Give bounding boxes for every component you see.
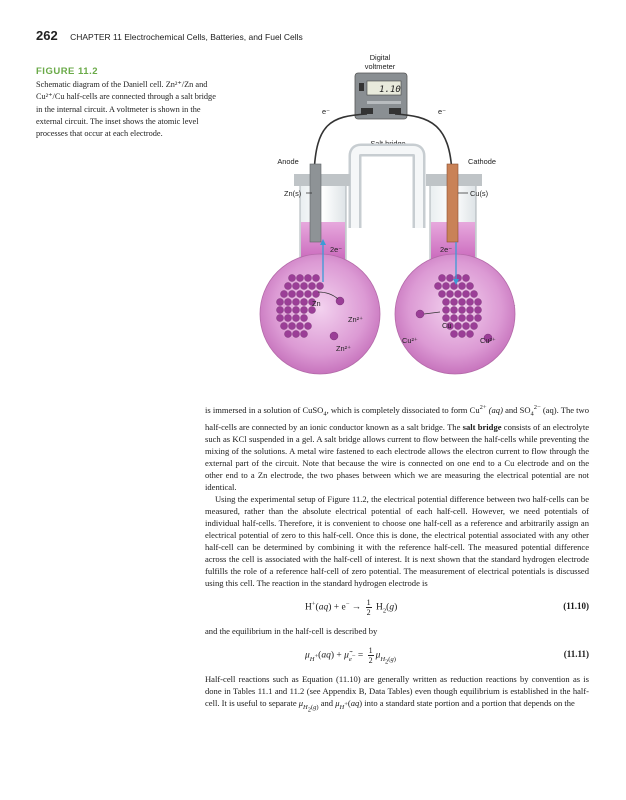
label-cu: Cu bbox=[442, 321, 452, 330]
body-text bbox=[205, 402, 589, 716]
paragraph-4: Half-cell reactions such as Equation (11.10) are generally written as reduction reactions by convention as is done in Tables 11.1 and 11.2 (see Appendix B, Data Tables) even though equilibrium is established in the half-cell. It is useful to separate $\mu_{H_2(g)}$ and $\mu_{H^+}(aq)$ into a standard state portion and a portion that depends on the bbox=[205, 674, 589, 714]
daniell-cell-figure bbox=[230, 46, 560, 398]
page-number: 262 bbox=[36, 28, 58, 43]
label-zn2-a: Zn²⁺ bbox=[348, 315, 363, 324]
label-salt-bridge: Salt bridge bbox=[370, 139, 406, 148]
cu-inset bbox=[395, 242, 515, 374]
label-2e-right: 2e⁻ bbox=[440, 245, 453, 254]
label-zn-s: Zn(s) bbox=[284, 189, 302, 198]
equation-number-11-11: (11.11) bbox=[563, 649, 589, 660]
electron-label-left: e⁻ bbox=[322, 107, 331, 116]
zn-inset bbox=[260, 239, 380, 374]
figure-caption bbox=[36, 66, 216, 140]
paragraph-1: is immersed in a solution of CuSO$_4$, which is completely dissociated to form $Cu^{2+}$ (aq) and $SO_4^{2-}$ (aq). The two half-cells are connected by an ionic conductor known as a salt bridge. The salt bridge consists of an electrolyte such as KCl suspended in a gel. A salt bridge allows current to flow between the half-cells while preventing the mixing of the solutions. A metal wire fastened to each electrode allows the electron current to flow through the external part of the circuit. Note that because the wire is connected on one end to a Cu electrode and on the other end to a Zn electrode, the two phases between which we are measuring the electrical potential are not identical. bbox=[205, 404, 589, 492]
label-cu2-a: Cu²⁺ bbox=[402, 336, 418, 345]
zn-electrode bbox=[310, 164, 321, 242]
cu-electrode bbox=[447, 164, 458, 242]
label-2e-left: 2e⁻ bbox=[330, 245, 343, 254]
caption-text: Schematic diagram of the Daniell cell. Zn²⁺/Zn and Cu²⁺/Cu half-cells are connected through a salt bridge in the internal circuit. A voltmeter is shown in the external circuit. The inset shows the atomic level processes that occur at each electrode. bbox=[36, 80, 216, 139]
label-voltmeter: voltmeter bbox=[364, 62, 396, 71]
figure-label: FIGURE 11.2 bbox=[36, 66, 98, 77]
label-zn: Zn bbox=[312, 299, 321, 308]
voltmeter bbox=[355, 73, 407, 119]
paragraph-3: and the equilibrium in the half-cell is described by bbox=[205, 626, 378, 637]
label-cathode: Cathode bbox=[468, 157, 496, 166]
voltmeter-reading: 1.10 bbox=[379, 85, 401, 95]
label-cu2-b: Cu²⁺ bbox=[480, 336, 496, 345]
paragraph-2: Using the experimental setup of Figure 11.2, the electrical potential difference between two half-cells can be measured, rather than the absolute electrical potential of each half-cell. However, we need potentials of individual half-cells. Therefore, it is convenient to choose one half-cell as a reference and arbitrarily assign an electrical potential of zero to this half-cell. Once this is done, the electrical potential associated with any other half-cell can be determined by combining it with the reference half-cell. The measured potential difference across the cell is associated with the half-cell of interest. It is next shown that the standard hydrogen electrode fulfills the role of a reference half-cell of zero potential. The measurement of electrical potentials is discussed using this cell. The reaction in the standard hydrogen electrode is bbox=[205, 493, 589, 589]
running-header bbox=[36, 28, 303, 43]
electron-label-right: e⁻ bbox=[438, 107, 447, 116]
label-digital: Digital bbox=[369, 53, 391, 62]
equation-number-11-10: (11.10) bbox=[563, 601, 589, 612]
label-cu-s: Cu(s) bbox=[470, 189, 489, 198]
equation-11-10: H+(aq) + e− → $\frac{1}{2}$ $H_2(g)$ (11.10) bbox=[305, 598, 589, 618]
salt-bridge-term: salt bridge bbox=[462, 421, 502, 432]
equation-11-11: $\mu_{H^+}(aq)$ + $\mũ_{e^-}$ = $\frac{1}{2}$ $\mu_{H_2(g)}$ (11.11) bbox=[305, 646, 589, 666]
label-anode: Anode bbox=[277, 157, 299, 166]
label-zn2-b: Zn²⁺ bbox=[336, 344, 351, 353]
salt-bridge bbox=[355, 150, 419, 228]
chapter-title: CHAPTER 11 Electrochemical Cells, Batteries, and Fuel Cells bbox=[70, 32, 303, 42]
